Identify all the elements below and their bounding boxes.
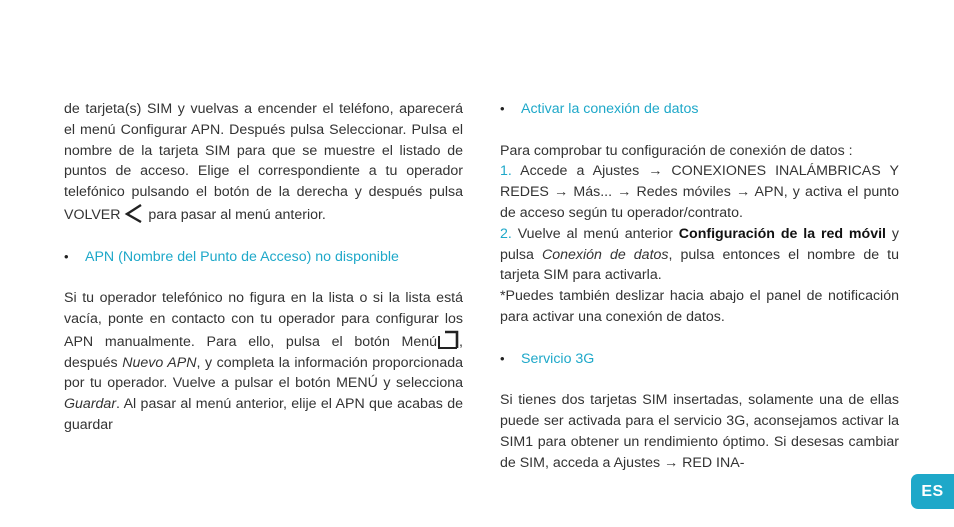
- language-badge: ES: [911, 474, 954, 509]
- heading-apn: APN (Nombre del Punto de Acceso) no disponible: [85, 248, 399, 265]
- paragraph-datos: Para comprobar tu configuración de conexión de datos : 1. Accede a Ajustes → CONEXIONES INALÁMBRICAS Y REDES → Más... → Redes móviles → APN, y activa el punto de acceso según tu operador/contrato. 2. Vuelve al menú anterior Configuración de la red móvil y pulsa Conexión de datos, pulsa entonces el nombre de tu tarjeta SIM para activarla. *Puedes también deslizar hacia abajo el panel de notificación para activar una conexión de datos.: [500, 142, 899, 325]
- right-column: [500, 99, 899, 473]
- bullet-apn: • APN (Nombre del Punto de Acceso) no disponible: [64, 247, 463, 268]
- left-column: [64, 99, 463, 436]
- paragraph-3g: Si tienes dos tarjetas SIM insertadas, solamente una de ellas puede ser activada para el servicio 3G, aconsejamos activar la SIM1 para obtener un rendimiento óptimo. Si desesas cambiar de SIM, acceda a Ajustes → RED INA-: [500, 392, 899, 471]
- bullet-3g: • Servicio 3G: [500, 349, 899, 370]
- menu-icon: [437, 330, 459, 350]
- paragraph-apn: Si tu operador telefónico no figura en la lista o si la lista está vacía, ponte en contacto con tu operador para configurar los APN manualmente. Para ello, pulsa el botón Menú , después Nuevo APN, y completa la información proporcionada por tu operador. Vuelve a pulsar el botón MENÚ y selecciona Guardar. Al pasar al menú anterior, elije el APN que acabas de guardar: [64, 290, 463, 433]
- heading-datos: Activar la conexión de datos: [521, 101, 699, 117]
- paragraph-sim: de tarjeta(s) SIM y vuelvas a encender el teléfono, aparecerá el menú Configurar APN. Después pulsa Seleccionar. Pulsa el nombre de la tarjeta SIM para que se muestre el listado de puntos de acceso. Elige el correspondiente a tu operador telefónico pulsando el botón de la derecha y después pulsa VOLVER para pasar al menú anterior.: [64, 101, 463, 223]
- bullet-datos: • Activar la conexión de datos: [500, 99, 899, 120]
- heading-3g: Servicio 3G: [521, 350, 595, 367]
- back-icon: [124, 203, 144, 223]
